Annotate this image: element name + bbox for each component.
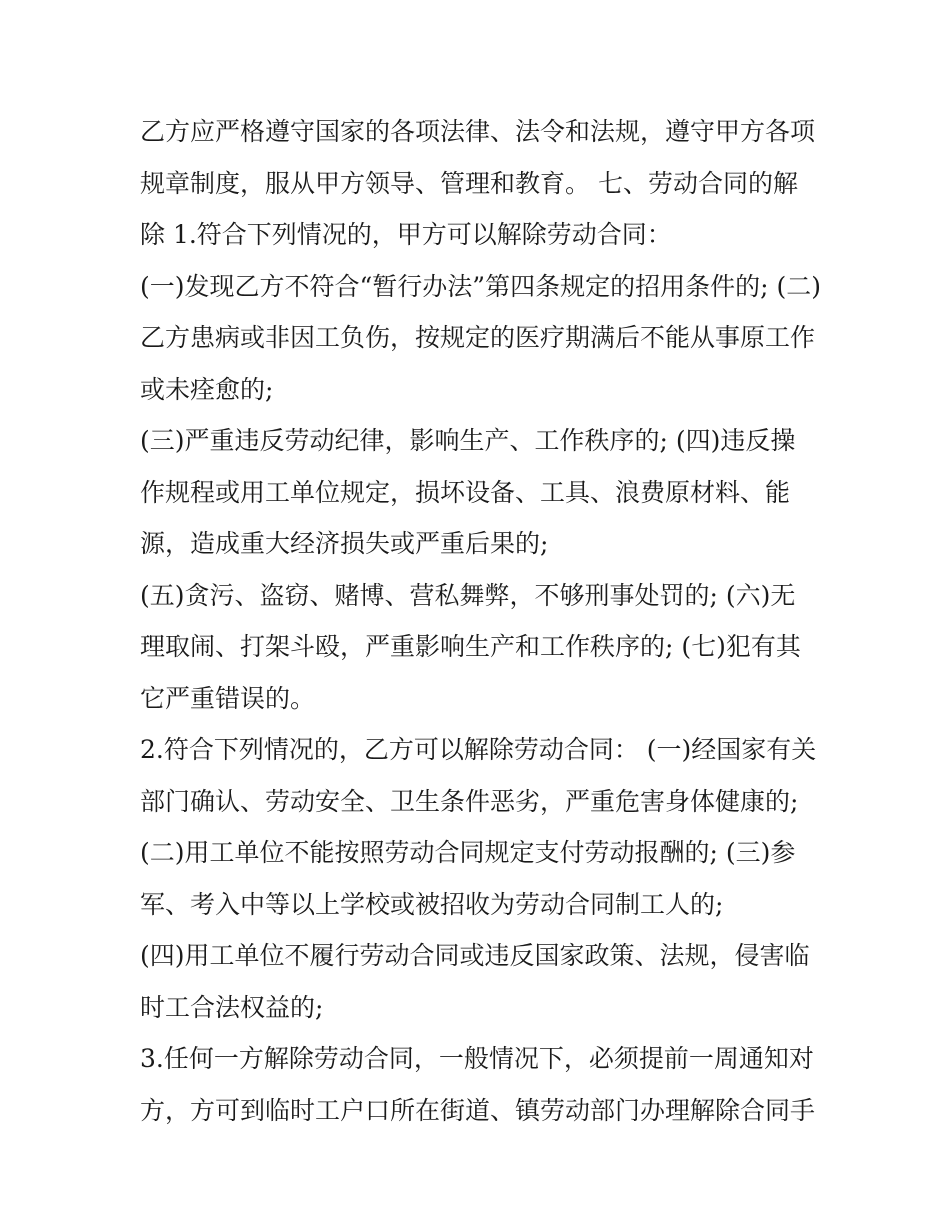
text-line: 规章制度，服从甲方领导、管理和教育。 七、劳动合同的解 <box>140 168 798 198</box>
text-line: (一)发现乙方不符合“暂行办法”第四条规定的招用条件的; (二) <box>140 271 821 301</box>
text-line: 除 1.符合下列情况的，甲方可以解除劳动合同： <box>140 220 672 249</box>
document-body-text <box>140 106 820 1136</box>
text-line: 2.符合下列情况的，乙方可以解除劳动合同： (一)经国家有关 <box>140 735 817 764</box>
text-line: 源，造成重大经济损失或严重后果的; <box>140 529 549 558</box>
text-line: 方，方可到临时工户口所在街道、镇劳动部门办理解除合同手 <box>140 1095 816 1125</box>
text-line: 乙方应严格遵守国家的各项法律、法令和法规，遵守甲方各项 <box>140 117 816 146</box>
text-line: 理取闹、打架斗殴，严重影响生产和工作秩序的; (七)犯有其 <box>140 632 801 661</box>
text-line: 作规程或用工单位规定，损坏设备、工具、浪费原材料、能 <box>140 477 791 507</box>
text-line: 部门确认、劳动安全、卫生条件恶劣，严重危害身体健康的; <box>140 786 799 816</box>
text-line: 军、考入中等以上学校或被招收为劳动合同制工人的; <box>140 889 724 919</box>
text-line: 时工合法权益的; <box>140 992 324 1022</box>
text-line: (三)严重违反劳动纪律，影响生产、工作秩序的; (四)违反操 <box>140 426 796 455</box>
text-line: 3.任何一方解除劳动合同，一般情况下，必须提前一周通知对 <box>140 1044 814 1073</box>
text-line: (五)贪污、盗窃、赌博、营私舞弊，不够刑事处罚的; (六)无 <box>140 580 796 610</box>
text-line: 它严重错误的。 <box>140 683 316 713</box>
text-line: (二)用工单位不能按照劳动合同规定支付劳动报酬的; (三)参 <box>140 838 796 867</box>
text-line: (四)用工单位不履行劳动合同或违反国家政策、法规，侵害临 <box>140 941 810 970</box>
text-line: 或未痊愈的; <box>140 374 274 404</box>
text-line: 乙方患病或非因工负伤，按规定的医疗期满后不能从事原工作 <box>140 323 816 352</box>
